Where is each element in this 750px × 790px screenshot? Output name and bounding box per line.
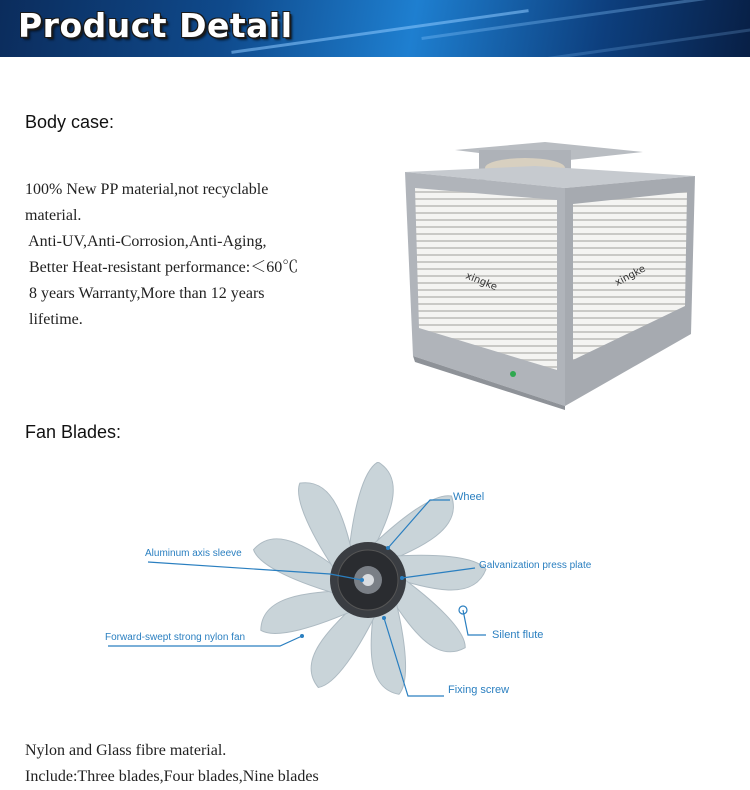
header-banner [0,0,750,57]
banner-title: Product Detail [18,6,293,45]
callout-wheel: Wheel [453,491,485,503]
callout-fixing-screw: Fixing screw [448,684,510,696]
description-line: material. [25,207,82,224]
description-line: 8 years Warranty,More than 12 years [25,285,265,302]
fan-description-line: Include:Three blades,Four blades,Nine blades [25,768,319,785]
fan-blades-heading: Fan Blades: [25,422,122,442]
fan-description-line: Nylon and Glass fibre material. [25,742,227,759]
callout-lines [0,440,750,720]
description-line: lifetime. [25,311,83,328]
callout-galvanization-press-plate: Galvanization press plate [479,560,592,571]
brand-label-left: xingke [463,270,499,294]
power-indicator-icon [510,371,516,377]
brand-label-right: xingke [613,263,648,289]
body-case-heading: Body case: [25,112,115,132]
description-line: Better Heat-resistant performance:＜60℃ [25,259,299,276]
air-cooler-image [395,138,705,410]
description-line: 100% New PP material,not recyclable [25,181,269,198]
description-line: Anti-UV,Anti-Corrosion,Anti-Aging, [25,233,267,250]
callout-silent-flute: Silent flute [492,629,544,641]
callout-forward-swept-fan: Forward-swept strong nylon fan [105,632,246,643]
callout-aluminum-axis-sleeve: Aluminum axis sleeve [145,548,242,559]
